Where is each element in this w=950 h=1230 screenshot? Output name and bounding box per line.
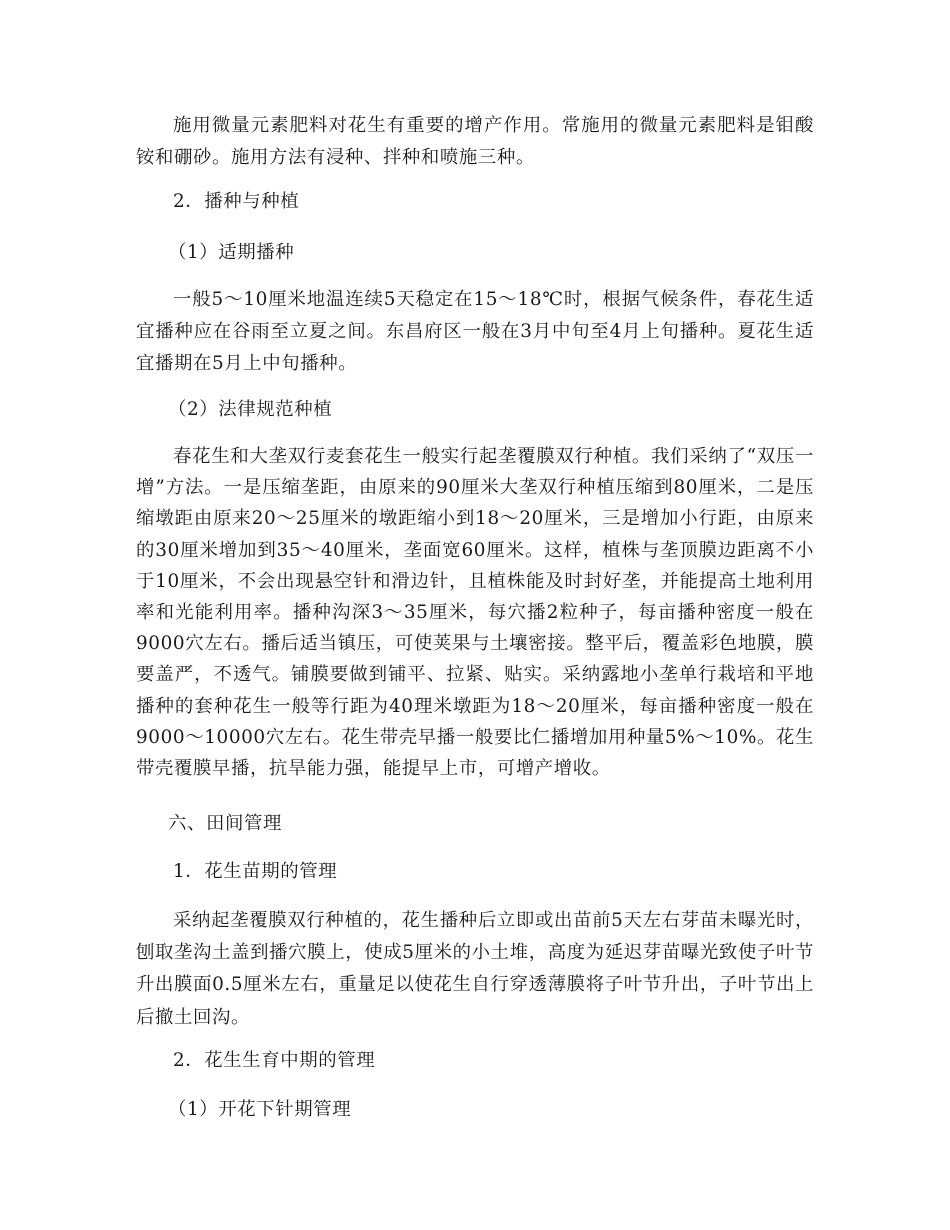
heading-field-management: 六、田间管理 [168, 813, 282, 834]
heading-flowering-pegging: （1）开花下针期管理 [168, 1099, 352, 1120]
heading-seedling-management: 1．花生苗期的管理 [173, 861, 338, 882]
paragraph-micronutrient: 施用微量元素肥料对花生有重要的增产作用。常施用的微量元素肥料是钼酸铵和硼砂。施用方法有浸种、拌种和喷施三种。 [136, 115, 814, 169]
paragraph-seedling-care: 采纳起垄覆膜双行种植的，花生播种后立即或出苗前5天左右芽苗未曝光时，刨取垄沟土盖到播穴膜上，使成5厘米的小土堆，高度为延迟芽苗曝光致使子叶节升出膜面0.5厘米左右，重量足以使花生自行穿透薄膜将子叶节升出，子叶节出上后撤土回沟。 [136, 910, 814, 1028]
paragraph-planting-method: 春花生和大垄双行麦套花生一般实行起垄覆膜双行种植。我们采纳了“双压一增”方法。一是压缩垄距，由原来的90厘米大垄双行种植压缩到80厘米，二是压缩墩距由原来20～25厘米的墩距缩小到18～20厘米，三是增加小行距，由原来的30厘米增加到35～40厘米，垄面宽60厘米。这样，植株与垄顶膜边距离不小于10厘米，不会出现悬空针和滑边针，且植株能及时封好垄，并能提高土地利用率和光能利用率。播种沟深3～35厘米，每穴播2粒种子，每亩播种密度一般在9000穴左右。播后适当镇压，可使荚果与土壤密接。整平后，覆盖彩色地膜，膜要盖严，不透气。铺膜要做到铺平、拉紧、贴实。采纳露地小垄单行栽培和平地播种的套种花生一般等行距为40理米墩距为18～20厘米，每亩播种密度一般在9000～10000穴左右。花生带壳早播一般要比仁播增加用种量5%～10%。花生带壳覆膜早播，抗旱能力强，能提早上市，可增产增收。 [136, 446, 814, 780]
heading-sowing-planting: 2．播种与种植 [173, 191, 300, 212]
paragraph-sowing-time: 一般5～10厘米地温连续5天稳定在15～18℃时，根据气候条件，春花生适宜播种应在谷雨至立夏之间。东昌府区一般在3月中旬至4月上旬播种。夏花生适宜播期在5月上中旬播种。 [136, 289, 814, 375]
heading-standard-planting: （2）法律规范种植 [168, 399, 333, 420]
heading-mid-growth-management: 2．花生生育中期的管理 [173, 1050, 376, 1071]
heading-timely-sowing: （1）适期播种 [168, 242, 295, 263]
